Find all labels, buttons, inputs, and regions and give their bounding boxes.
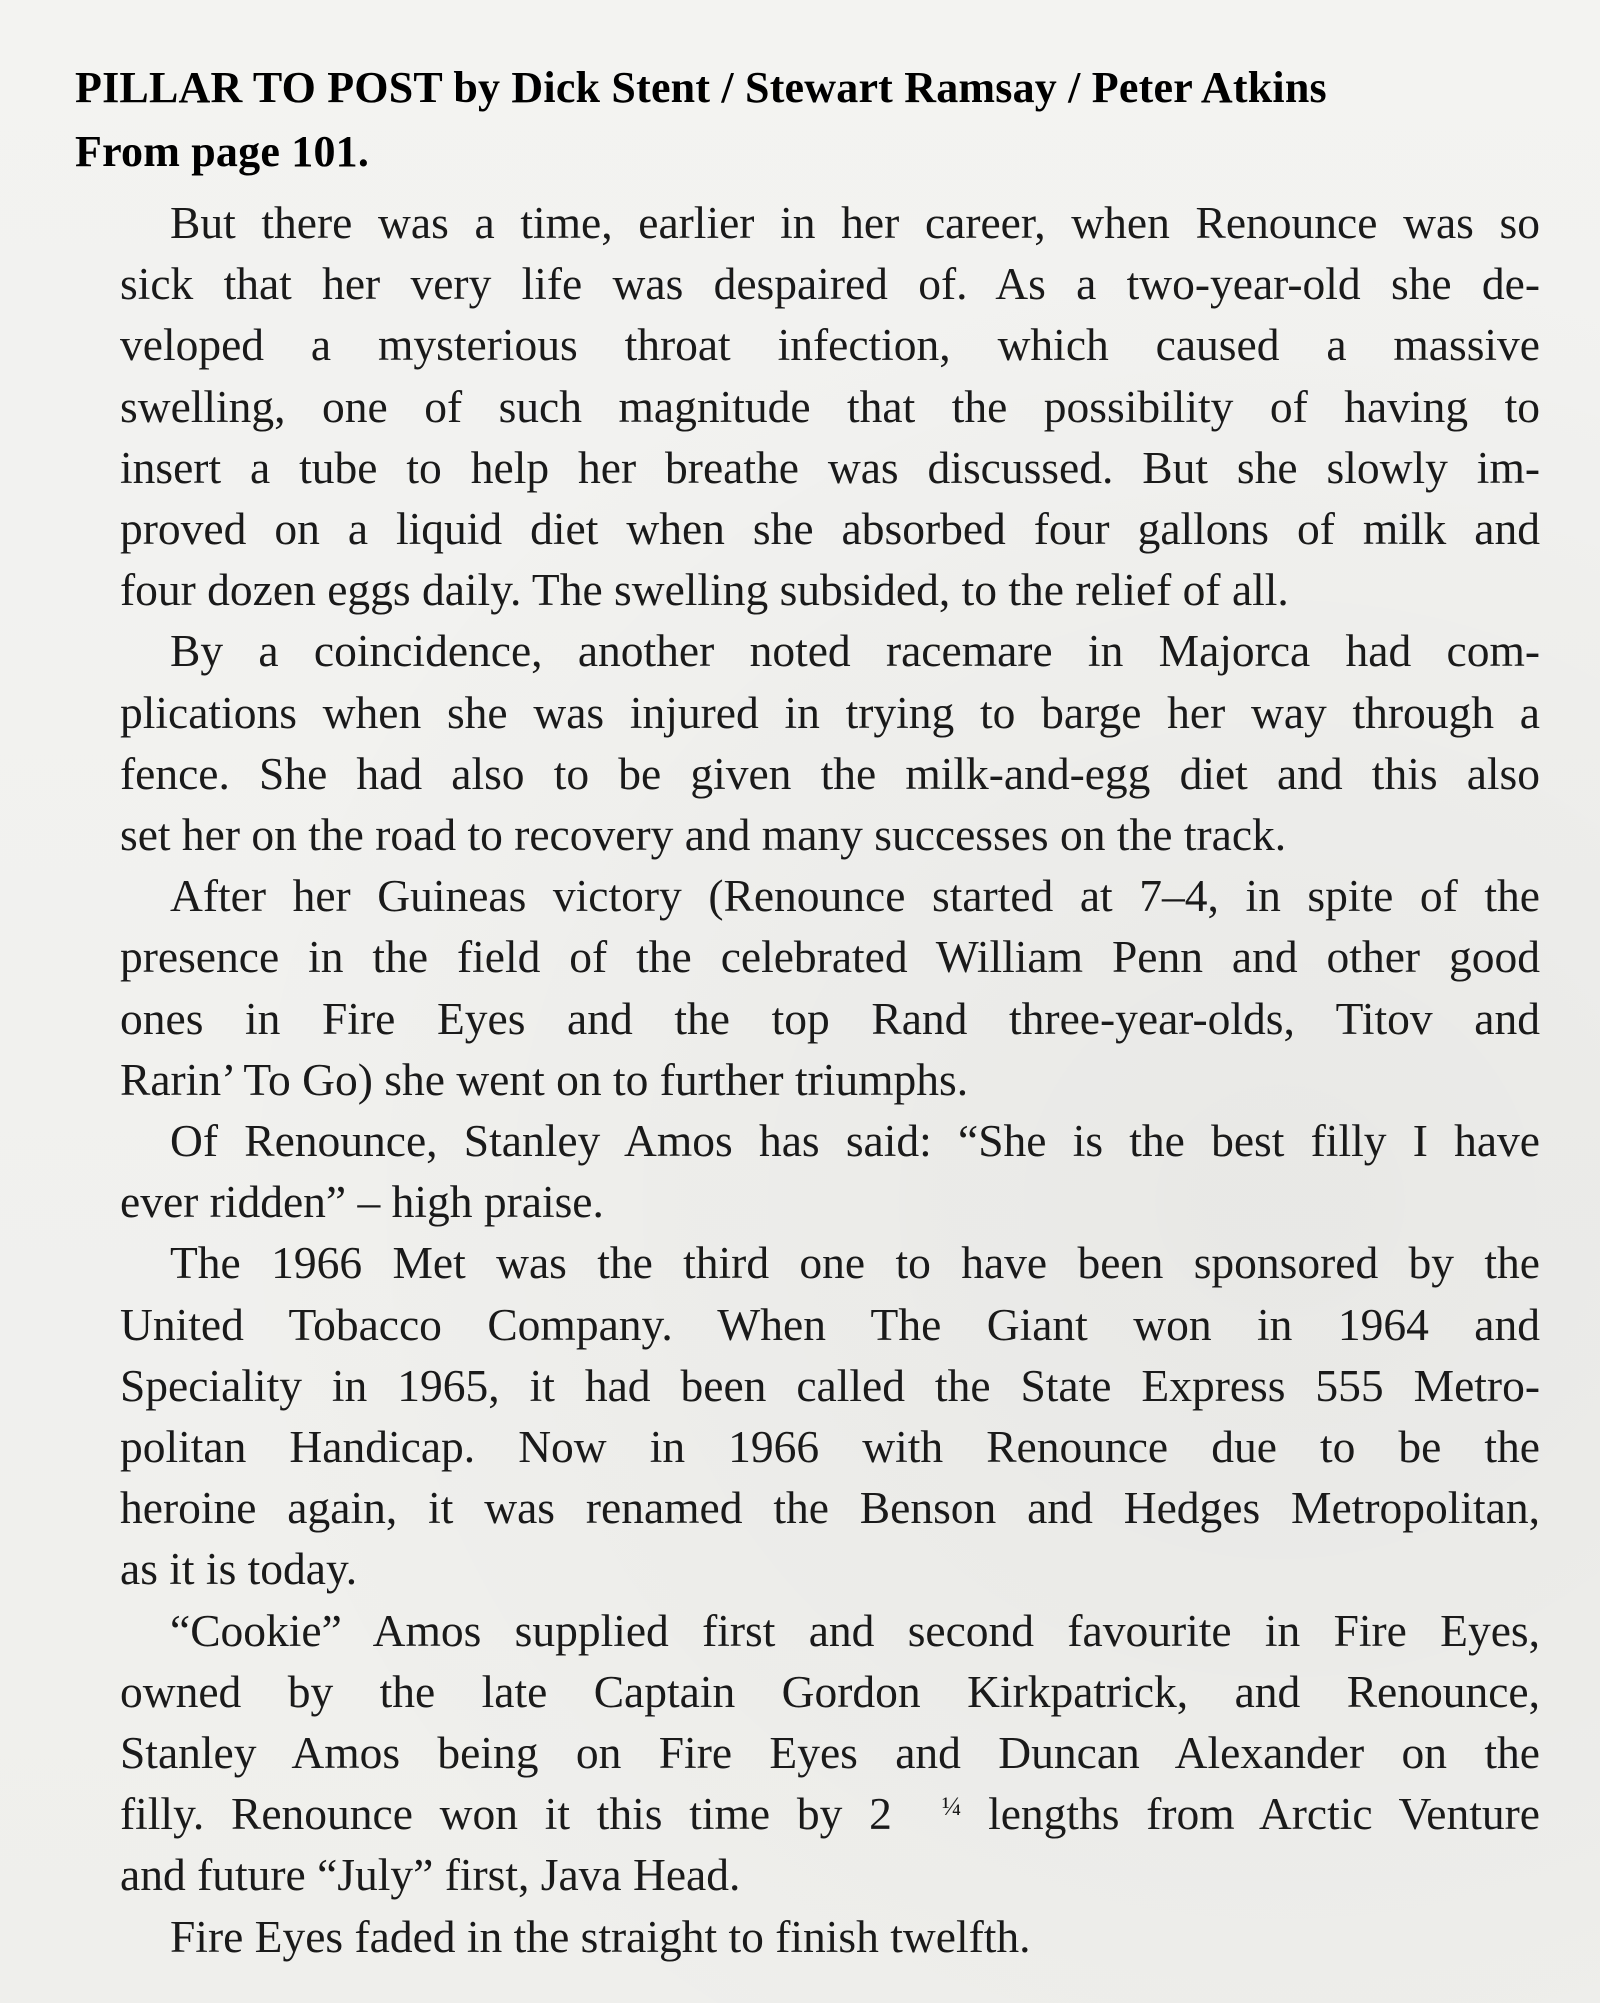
- text-line: veloped a mysterious throat infection, which caused a massive: [120, 319, 1540, 371]
- text-line: By a coincidence, another noted racemare in Majorca had com-: [170, 625, 1540, 677]
- text-line: sick that her very life was despaired of. As a two-year-old she de-: [120, 258, 1540, 310]
- text-line: Of Renounce, Stanley Amos has said: “She is the best filly I have: [170, 1115, 1540, 1167]
- text-line: four dozen eggs daily. The swelling subsided, to the relief of all.: [120, 564, 1289, 616]
- paragraph: [70, 1600, 1540, 1906]
- text-line: ones in Fire Eyes and the top Rand three-year-olds, Titov and: [120, 992, 1540, 1044]
- text-line: proved on a liquid diet when she absorbed four gallons of milk and: [120, 503, 1540, 555]
- text-line: Speciality in 1965, it had been called the State Express 555 Metro-: [120, 1359, 1540, 1411]
- text-segment: lengths from Arctic Venture: [961, 1788, 1540, 1840]
- paragraph: [70, 620, 1540, 865]
- text-line: presence in the field of the celebrated William Penn and other good: [120, 931, 1540, 983]
- text-line: heroine again, it was renamed the Benson and Hedges Metropolitan,: [120, 1482, 1540, 1534]
- fraction-quarter: ¼: [941, 1792, 962, 1822]
- text-line: Fire Eyes faded in the straight to finish twelfth.: [170, 1910, 1031, 1962]
- source-page-ref: From page 101.: [75, 127, 370, 176]
- text-line: plications when she was injured in trying to barge her way through a: [120, 686, 1540, 738]
- paragraph: [70, 865, 1540, 1110]
- text-line-with-fraction: [70, 1783, 1540, 1844]
- text-line: “Cookie” Amos supplied first and second favourite in Fire Eyes,: [170, 1604, 1540, 1656]
- text-line: set her on the road to recovery and many successes on the track.: [120, 809, 1287, 861]
- text-line: After her Guineas victory (Renounce started at 7–4, in spite of the: [170, 870, 1540, 922]
- text-line: But there was a time, earlier in her career, when Renounce was so: [170, 197, 1540, 248]
- text-line: and future “July” first, Java Head.: [120, 1849, 741, 1901]
- paragraph: [70, 1232, 1540, 1599]
- paragraph: [70, 192, 1540, 620]
- text-line: United Tobacco Company. When The Giant won in 1964 and: [120, 1298, 1540, 1350]
- text-line: swelling, one of such magnitude that the possibility of having to: [120, 380, 1540, 432]
- text-line: politan Handicap. Now in 1966 with Renounce due to be the: [120, 1421, 1540, 1473]
- source-header: [75, 56, 1535, 184]
- source-title: PILLAR TO POST by Dick Stent / Stewart Ramsay / Peter Atkins: [75, 63, 1327, 112]
- text-line: as it is today.: [120, 1543, 358, 1595]
- text-line: Rarin’ To Go) she went on to further triumphs.: [120, 1053, 969, 1105]
- text-line: Stanley Amos being on Fire Eyes and Duncan Alexander on the: [120, 1727, 1540, 1779]
- text-line: insert a tube to help her breathe was discussed. But she slowly im-: [120, 441, 1540, 493]
- book-text: [70, 192, 1540, 1967]
- text-segment: filly. Renounce won it this time by 2: [120, 1788, 892, 1840]
- text-line: ever ridden” – high praise.: [120, 1176, 604, 1228]
- paragraph: [70, 1110, 1540, 1232]
- text-line: owned by the late Captain Gordon Kirkpatrick, and Renounce,: [120, 1665, 1540, 1717]
- text-line: fence. She had also to be given the milk-and-egg diet and this also: [120, 747, 1540, 799]
- text-line: The 1966 Met was the third one to have been sponsored by the: [170, 1237, 1540, 1289]
- paragraph: [70, 1906, 1540, 1967]
